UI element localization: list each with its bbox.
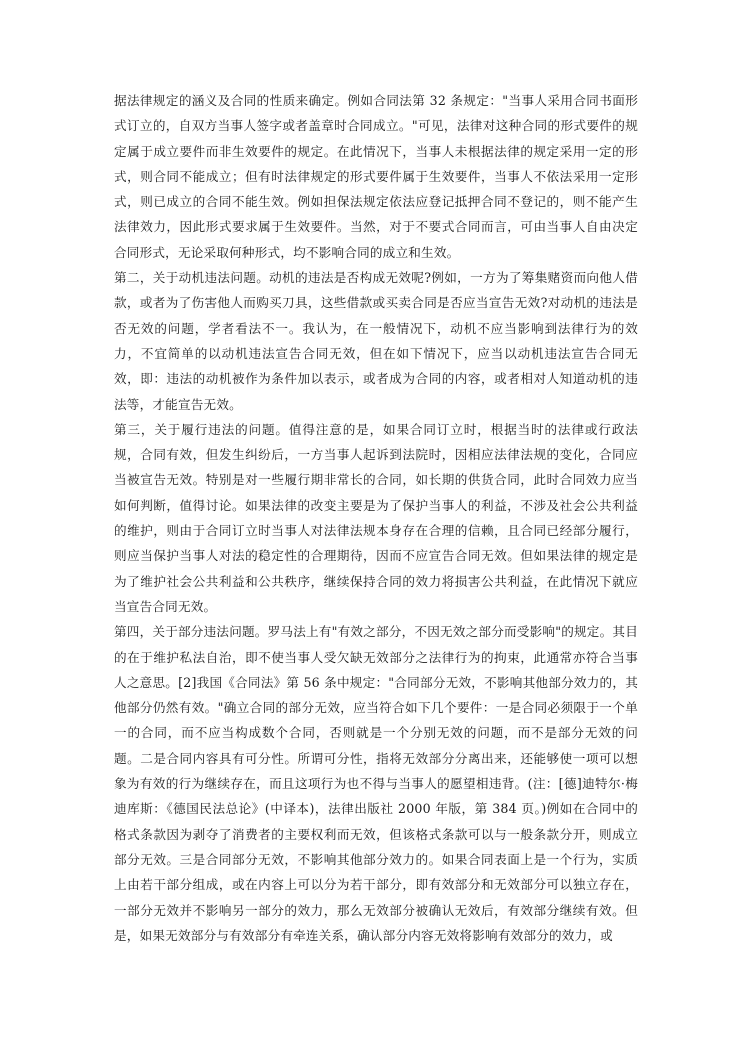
paragraph-motive-illegality: 第二，关于动机违法问题。动机的违法是否构成无效呢?例如，一方为了筹集赌资而向他人借款，或者为了伤害他人而购买刀具，这些借款或买卖合同是否应当宣告无效?对动机的违法是否无效的问题，学者看法不一。我认为，在一般情况下，动机不应当影响到法律行为的效力，不宜简单的以动机违法宣告合同无效，但在如下情况下，应当以动机违法宣告合同无效，即：违法的动机被作为条件加以表示，或者成为合同的内容，或者相对人知道动机的违法等，才能宣告无效。 (114, 270, 638, 412)
paragraph-performance-illegality: 第三，关于履行违法的问题。值得注意的是，如果合同订立时，根据当时的法律或行政法规，合同有效，但发生纠纷后，一方当事人起诉到法院时，因相应法律法规的变化，合同应当被宣告无效。特别是对一些履行期非常长的合同，如长期的供货合同，此时合同效力应当如何判断，值得讨论。如果法律的改变主要是为了保护当事人的利益，不涉及社会公共利益的维护，则由于合同订立时当事人对法律法规本身存在合理的信赖，且合同已经部分履行，则应当保护当事人对法的稳定性的合理期待，因而不应宣告合同无效。但如果法律的规定是为了维护社会公共利益和公共秩序，继续保持合同的效力将损害公共利益，在此情况下就应当宣告合同无效。 (114, 421, 638, 614)
paragraph-form-requirements: 据法律规定的涵义及合同的性质来确定。例如合同法第 32 条规定："当事人采用合同书面形式订立的，自双方当事人签字或者盖章时合同成立。"可见，法律对这种合同的形式要件的规定属于成立要件而非生效要件的规定。在此情况下，当事人未根据法律的规定采用一定的形式，则合同不能成立；但有时法律规定的形式要件属于生效要件，当事人不依法采用一定形式，则已成立的合同不能生效。例如担保法规定依法应登记抵押合同不登记的，则不能产生法律效力，因此形式要求属于生效要件。当然，对于不要式合同而言，可由当事人自由决定合同形式，无论采取何种形式，均不影响合同的成立和生效。 (114, 93, 638, 260)
document-body (114, 88, 638, 948)
paragraph-partial-illegality: 第四，关于部分违法问题。罗马法上有"有效之部分，不因无效之部分而受影响"的规定。其目的在于维护私法自治，即不使当事人受欠缺无效部分之法律行为的拘束，此通常亦符合当事人之意思。[2]我国《合同法》第 56 条中规定："合同部分无效，不影响其他部分效力的，其他部分仍然有效。"确立合同的部分无效，应当符合如下几个要件：一是合同必须限于一个单一的合同，而不应当构成数个合同，否则就是一个分别无效的问题，而不是部分无效的问题。二是合同内容具有可分性。所谓可分性，指将无效部分分离出来，还能够使一项可以想象为有效的行为继续存在，而且这项行为也不得与当事人的愿望相违背。(注：[德]迪特尔·梅迪库斯：《德国民法总论》(中译本)，法律出版社 2000 年版，第 384 页。)例如在合同中的格式条款因为剥夺了消费者的主要权利而无效，但该格式条款可以与一般条款分开，则成立部分无效。三是合同部分无效，不影响其他部分效力的。如果合同表面上是一个行为，实质上由若干部分组成，或在内容上可以分为若干部分，即有效部分和无效部分可以独立存在，一部分无效并不影响另一部分的效力，那么无效部分被确认无效后，有效部分继续有效。但是，如果无效部分与有效部分有牵连关系，确认部分内容无效将影响有效部分的效力，或 (114, 624, 638, 943)
